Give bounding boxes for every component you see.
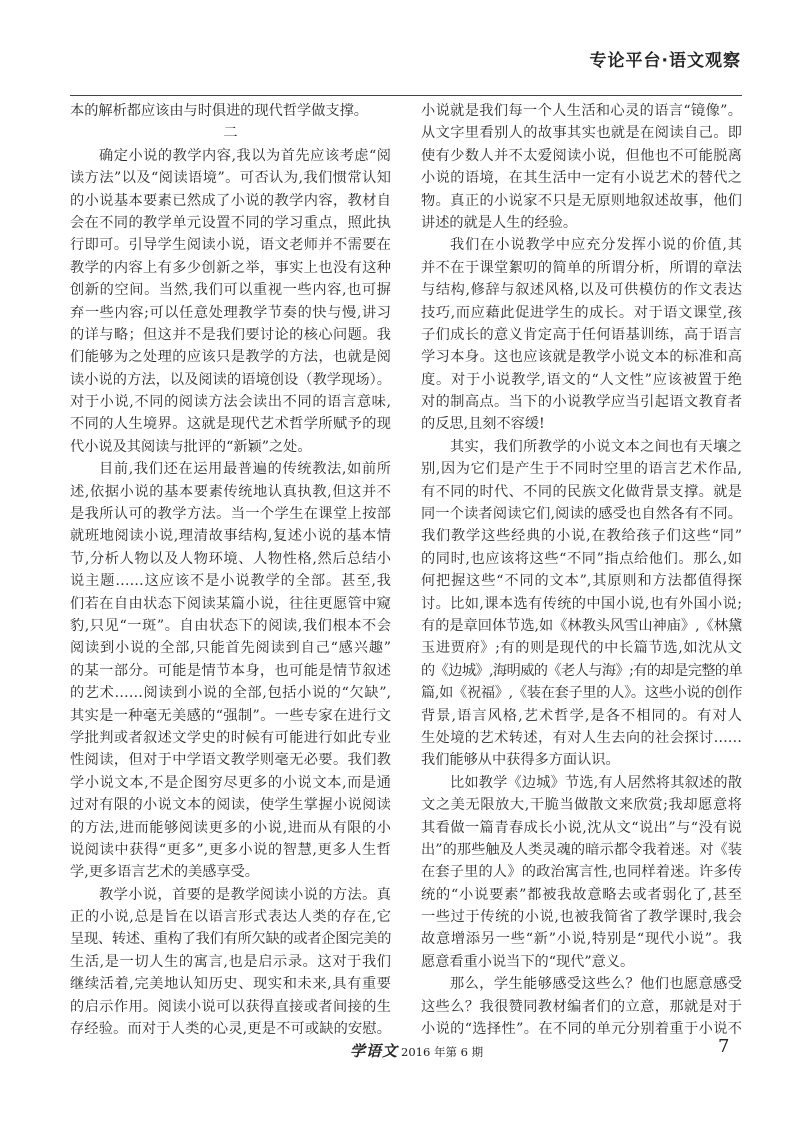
text-line: 教学小说，首要的是教学阅读小说的方法。真 (99, 886, 391, 903)
text-line: 豹,只见“一斑”。自由状态下的阅读,我们根本不会 (70, 617, 391, 634)
text-line: 统的“小说要素”都被我故意略去或者弱化了,甚至 (421, 886, 742, 903)
text-line: 的详与略；但这并不是我们要讨论的核心问题。我 (70, 326, 391, 343)
text-line: 确定小说的教学内容,我以为首先应该考虑“阅 (99, 147, 391, 164)
text-line: 呈现、转述、重构了我们有所欠缺的或者企图完美的 (70, 931, 391, 948)
text-line: 教学的内容上有多少创新之举，事实上也没有这种 (70, 259, 391, 276)
text-line: 物。真正的小说家不只是无原则地叙述故事，他们 (421, 192, 742, 209)
text-line: 与结构,修辞与叙述风格,以及可供模仿的作文表达 (421, 282, 742, 299)
left-column (70, 100, 391, 1040)
text-line: 的方法,进而能够阅读更多的小说,进而从有限的小 (70, 819, 391, 836)
text-line: 们若在自由状态下阅读某篇小说，往往更愿管中窥 (70, 595, 391, 612)
text-line: 对于小说,不同的阅读方法会读出不同的语言意味, (70, 394, 391, 411)
text-line: 存经验。而对于人类的心灵,更是不可或缺的安慰。 (70, 1021, 391, 1038)
issue-label: 2016 年第 6 期 (401, 1045, 484, 1059)
text-line: 说阅读中获得“更多”,更多小说的智慧,更多人生哲 (70, 841, 391, 858)
text-line: 故意增添另一些“新”小说,特别是“现代小说”。我 (421, 931, 742, 948)
text-line: 生活,是一切人生的寓言,也是启示录。这对于我们 (70, 953, 391, 970)
text-line: 小说的语境，在其生活中一定有小说艺术的替代之 (421, 170, 742, 187)
text-line: 比如教学《边城》节选,有人居然将其叙述的散 (450, 774, 742, 791)
text-line: 述,依据小说的基本要素传统地认真执教,但这并不 (70, 483, 391, 500)
text-line: 们能够为之处理的应该只是教学的方法，也就是阅 (70, 349, 391, 366)
text-line: 那么，学生能够感受这些么？他们也愿意感受 (450, 976, 742, 993)
text-line: 何把握这些“不同的文本”,其原则和方法都值得探 (421, 573, 742, 590)
text-line: 出”的那些触及人类灵魂的暗示都令我着迷。对《装 (421, 841, 742, 858)
text-line: 背景,语言风格,艺术哲学,是各不相同的。有对人 (421, 707, 742, 724)
right-column (421, 100, 742, 1040)
header-rule (70, 95, 742, 96)
text-line: 学,更多语言艺术的美感享受。 (70, 864, 259, 881)
text-line: 不同的人生境界。这就是现代艺术哲学所赋予的现 (70, 416, 391, 433)
text-line: 会在不同的教学单元设置不同的学习重点，照此执 (70, 214, 391, 231)
text-line: 的小说基本要素已然成了小说的教学内容，教材自 (70, 192, 391, 209)
section-title: 专论平台·语文观察 (589, 51, 741, 71)
text-line: 性阅读，但对于中学语文教学则毫无必要。我们教 (70, 752, 391, 769)
text-line: 读方法”以及“阅读语境”。可否认为,我们惯常认知 (70, 170, 391, 187)
text-line: 就班地阅读小说,理清故事结构,复述小说的基本情 (70, 528, 391, 545)
text-line: 文之美无限放大,干脆当做散文来欣赏;我却愿意将 (421, 797, 742, 814)
text-line: 对的制高点。当下的小说教学应当引起语文教育者 (421, 394, 742, 411)
text-line: 的启示作用。阅读小说可以获得直接或者间接的生 (70, 998, 391, 1015)
text-line: 使有少数人并不太爱阅读小说，但他也不可能脱离 (421, 147, 742, 164)
text-line: 我们教学这些经典的小说,在教给孩子们这些“同” (421, 528, 742, 545)
text-line: 的某一部分。可能是情节本身，也可能是情节叙述 (70, 662, 391, 679)
text-line: 学批判或者叙述文学史的时候有可能进行如此专业 (70, 729, 391, 746)
journal-name: 学语文 (350, 1042, 399, 1060)
text-line: 目前,我们还在运用最普遍的传统教法,如前所 (99, 461, 391, 478)
text-line: 学小说文本,不是企图穷尽更多的小说文本,而是通 (70, 774, 391, 791)
text-line: 是我所认可的教学方法。当一个学生在课堂上按部 (70, 506, 391, 523)
text-line: 愿意看重小说当下的“现代”意义。 (421, 953, 635, 970)
text-line: 技巧,而应藉此促进学生的成长。对于语文课堂,孩 (421, 304, 742, 321)
text-line: 阅读到小说的全部,只能首先阅读到自己“感兴趣” (70, 640, 391, 657)
text-line: 生处境的艺术转述，有对人生去向的社会探讨…… (421, 729, 742, 746)
text-line: 过对有限的小说文本的阅读，使学生掌握小说阅读 (70, 797, 391, 814)
text-line: 并不在于课堂絮叨的简单的所谓分析，所谓的章法 (421, 259, 742, 276)
text-line: 小说的“选择性”。在不同的单元分别着重于小说不 (421, 1021, 742, 1038)
text-line: 行即可。引导学生阅读小说，语文老师并不需要在 (70, 237, 391, 254)
text-line: 篇,如《祝福》,《装在套子里的人》。这些小说的创作 (421, 685, 742, 702)
text-line: 的同时,也应该将这些“不同”指点给他们。那么,如 (421, 550, 742, 567)
text-line: 其实，我们所教学的小说文本之间也有天壤之 (450, 438, 742, 455)
text-line: 继续活着,完美地认知历史、现实和未来,具有重要 (70, 976, 391, 993)
text-line: 讲述的就是人生的经验。 (421, 214, 578, 231)
page-number: 7 (718, 1036, 730, 1057)
section-heading: 二 (223, 125, 238, 142)
text-line: 我们能够从中获得多方面认识。 (421, 752, 620, 769)
text-line: 玉进贾府》;有的则是现代的中长篇节选,如沈从文 (421, 640, 742, 657)
text-line: 有的是章回体节选,如《林教头风雪山神庙》,《林黛 (421, 617, 742, 634)
text-line: 我们在小说教学中应充分发挥小说的价值,其 (450, 237, 742, 254)
text-line: 弃一些内容;可以任意处理教学节奏的快与慢,讲习 (70, 304, 391, 321)
text-line: 读小说的方法，以及阅读的语境创设（教学现场）。 (70, 371, 391, 388)
text-line: 创新的空间。当然,我们可以重视一些内容,也可摒 (70, 282, 391, 299)
text-line: 在套子里的人》的政治寓言性,也同样着迷。许多传 (421, 864, 742, 881)
text-line: 有不同的时代、不同的民族文化做背景支撑。就是 (421, 483, 742, 500)
text-line: 度。对于小说教学,语文的“人文性”应该被置于绝 (421, 371, 742, 388)
footer-journal (350, 1040, 483, 1061)
text-line: 一些过于传统的小说,也被我简省了教学课时,我会 (421, 909, 742, 926)
text-line: 正的小说,总是旨在以语言形式表达人类的存在,它 (70, 909, 391, 926)
text-line: 其实是一种毫无美感的“强制”。一些专家在进行文 (70, 707, 391, 724)
text-line: 的《边城》,海明威的《老人与海》;有的却是完整的单 (421, 662, 742, 679)
text-line: 从文字里看别人的故事其实也就是在阅读自己。即 (421, 125, 742, 142)
text-line: 的反思,且刻不容缓! (421, 416, 545, 433)
text-line: 学习本身。这也应该就是教学小说文本的标准和高 (421, 349, 742, 366)
text-line: 节,分析人物以及人物环境、人物性格,然后总结小 (70, 550, 391, 567)
text-line: 小说就是我们每一个人生活和心灵的语言“镜像”。 (421, 103, 742, 119)
text-line: 讨。比如,课本选有传统的中国小说,也有外国小说; (421, 595, 742, 612)
text-line: 说主题……这应该不是小说教学的全部。甚至,我 (70, 573, 391, 590)
text-line: 代小说及其阅读与批评的“新颖”之处。 (70, 438, 312, 455)
text-line: 同一个读者阅读它们,阅读的感受也自然各有不同。 (421, 506, 742, 523)
text-line: 别,因为它们是产生于不同时空里的语言艺术作品, (421, 461, 742, 478)
text-line: 的艺术……阅读到小说的全部,包括小说的“欠缺”, (70, 685, 391, 702)
text-line: 子们成长的意义肯定高于任何语基训练，高于语言 (421, 326, 742, 343)
text-line: 其看做一篇青春成长小说,沈从文“说出”与“没有说 (421, 819, 742, 836)
text-line: 本的解析都应该由与时俱进的现代哲学做支撑。 (70, 103, 368, 119)
text-line: 这些么？我很赞同教材编者们的立意，那就是对于 (421, 998, 742, 1015)
